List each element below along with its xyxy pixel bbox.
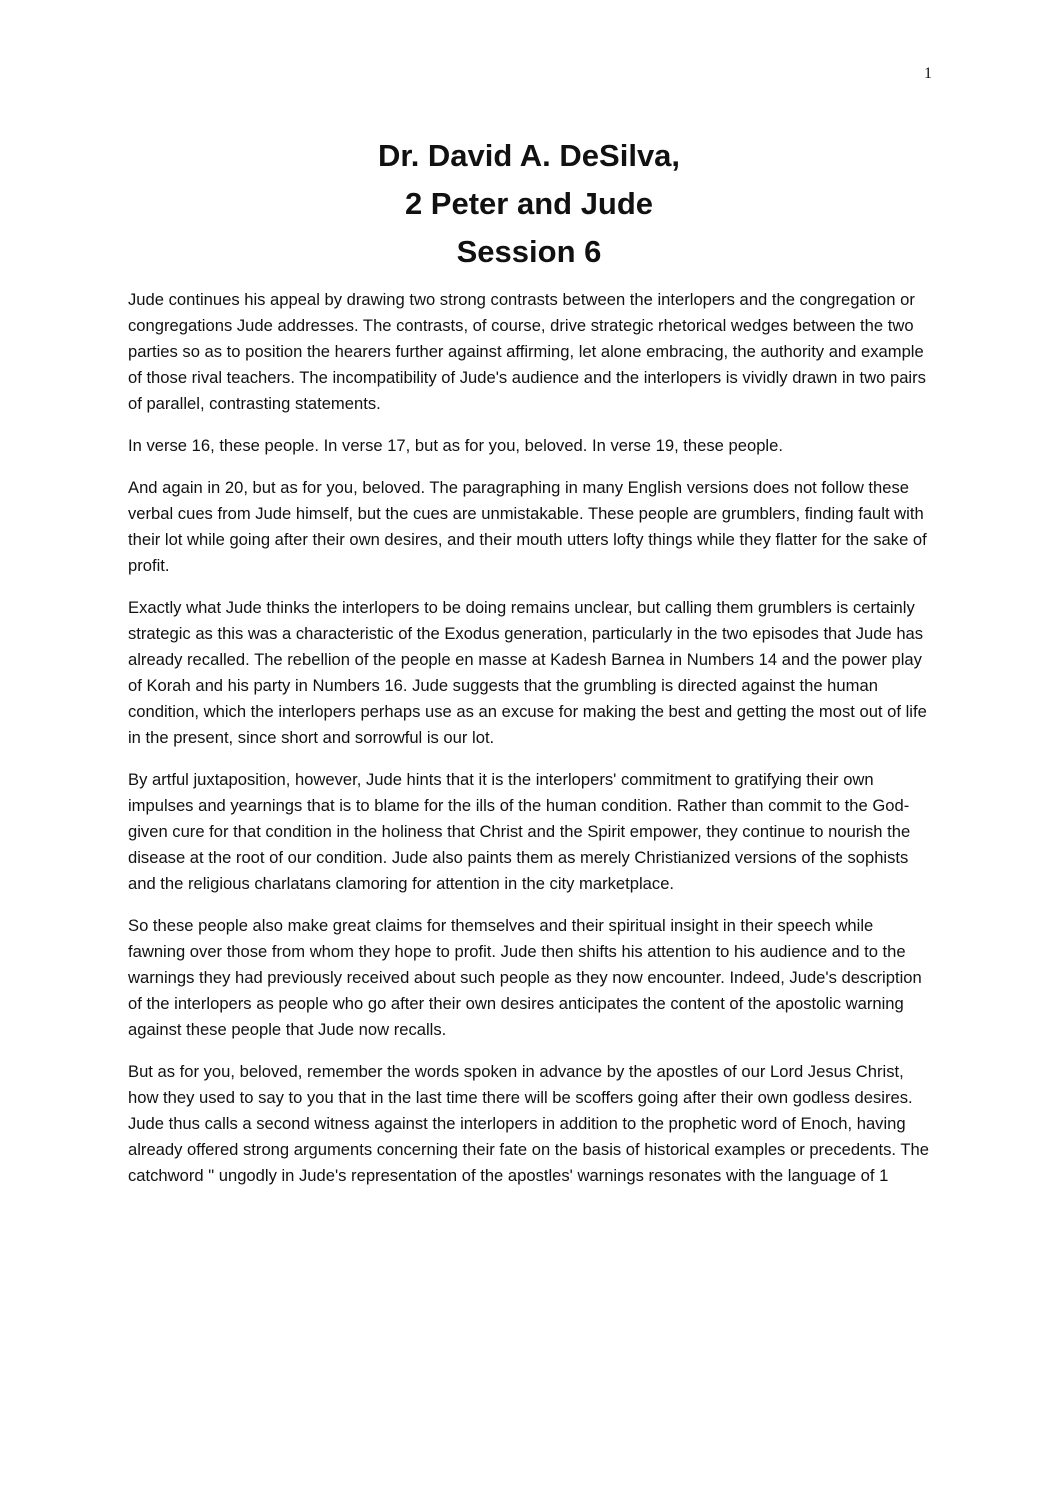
paragraph: Jude continues his appeal by drawing two strong contrasts between the interlopers and the congregation or congregations Jude addresses. The contrasts, of course, drive strategic rhetorical wedges between the two parties so as to position the hearers further against affirming, let alone embracing, the authority and example of those rival teachers. The incompatibility of Jude's audience and the interlopers is vividly drawn in two pairs of parallel, contrasting statements. [128, 290, 926, 413]
title-subject: 2 Peter and Jude [404, 186, 654, 221]
title-session: Session 6 [456, 234, 602, 269]
document-title [0, 132, 1058, 276]
body-text [128, 287, 932, 1205]
page-number: 1 [924, 65, 932, 82]
paragraph: So these people also make great claims for themselves and their spiritual insight in their speech while fawning over those from whom they hope to profit. Jude then shifts his attention to his audience and to the warnings they had previously received about such people as they now encounter. Indeed, Jude's description of the interlopers as people who go after their own desires anticipates the content of the apostolic warning against these people that Jude now recalls. [128, 916, 922, 1039]
paragraph: Exactly what Jude thinks the interlopers to be doing remains unclear, but calling them grumblers is certainly strategic as this was a characteristic of the Exodus generation, particularly in the two episodes that Jude has already recalled. The rebellion of the people en masse at Kadesh Barnea in Numbers 14 and the power play of Korah and his party in Numbers 16. Jude suggests that the grumbling is directed against the human condition, which the interlopers perhaps use as an excuse for making the best and getting the most out of life in the present, since short and sorrowful is our lot. [128, 598, 927, 747]
paragraph: But as for you, beloved, remember the words spoken in advance by the apostles of our Lord Jesus Christ, how they used to say to you that in the last time there will be scoffers going after their own godless desires. Jude thus calls a second witness against the interlopers in addition to the prophetic word of Enoch, having already offered strong arguments concerning their fate on the basis of historical examples or precedents. The catchword " ungodly in Jude's representation of the apostles' warnings resonates with the language of 1 [128, 1062, 929, 1185]
title-author: Dr. David A. DeSilva, [377, 138, 681, 173]
paragraph: By artful juxtaposition, however, Jude hints that it is the interlopers' commitment to gratifying their own impulses and yearnings that is to blame for the ills of the human condition. Rather than commit to the God-given cure for that condition in the holiness that Christ and the Spirit empower, they continue to nourish the disease at the root of our condition. Jude also paints them as merely Christianized versions of the sophists and the religious charlatans clamoring for attention in the city marketplace. [128, 770, 911, 893]
paragraph: In verse 16, these people. In verse 17, but as for you, beloved. In verse 19, these people. [128, 436, 783, 455]
paragraph: And again in 20, but as for you, beloved. The paragraphing in many English versions does not follow these verbal cues from Jude himself, but the cues are unmistakable. These people are grumblers, finding fault with their lot while going after their own desires, and their mouth utters lofty things while they flatter for the sake of profit. [128, 478, 927, 575]
